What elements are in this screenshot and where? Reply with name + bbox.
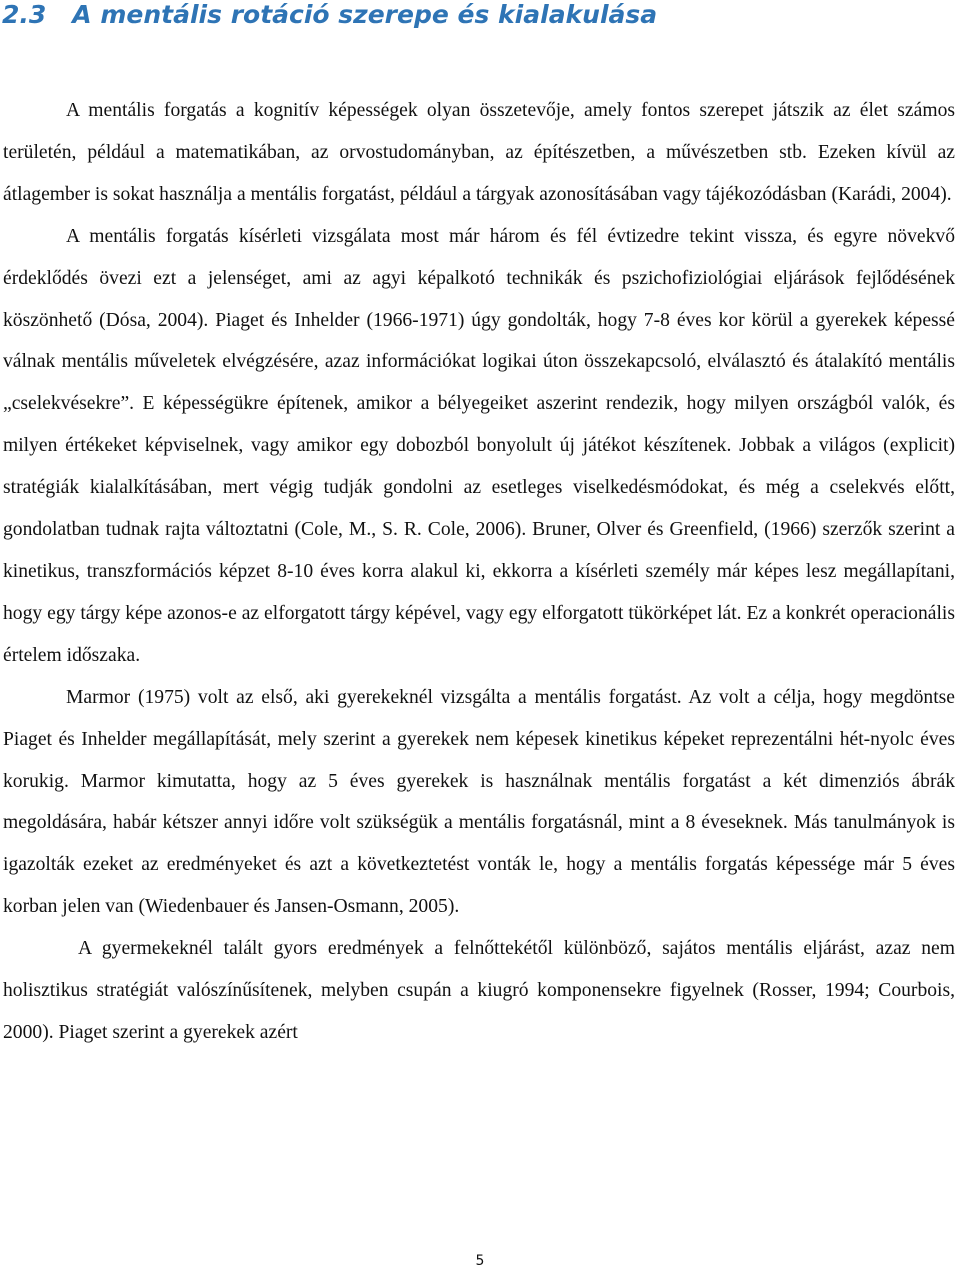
paragraph: A gyermekeknél talált gyors eredmények a felnőttekétől különböző, sajátos mentális eljárást, azaz nem holisztikus stratégiát valószínűsítenek, melyben csupán a kiugró komponensekre figyelnek (Rosser, 1994; Courbois, 2000). Piaget szerint a gyerekek azért bbox=[3, 938, 955, 1043]
paragraph: A mentális forgatás kísérleti vizsgálata most már három és fél évtizedre tekint vissza, és egyre növekvő érdeklődés övezi ezt a jelenséget, ami az agyi képalkotó technikák és pszichofiziológiai eljárások fejlődésének köszönhető (Dósa, 2004). Piaget és Inhelder (1966-1971) úgy gondolták, hogy 7-8 éves kor körül a gyerekek képessé válnak mentális műveletek elvégzésére, azaz információkat logikai úton összekapcsoló, elválasztó és átalakító mentális „cselekvésekre”. E képességükre építenek, amikor a bélyegeiket aszerint rendezik, hogy milyen országból valók, és milyen értékeket képviselnek, vagy amikor egy dobozból bonyolult új játékot készítenek. Jobbak a világos (explicit) stratégiák kialalkításában, mert végig tudják gondolni az esetleges viselkedésmódokat, és még a cselekvés előtt, gondolatban tudnak rajta változtatni (Cole, M., S. R. Cole, 2006). Bruner, Olver és Greenfield, (1966) szerzők szerint a kinetikus, transzformációs képzet 8-10 éves korra alakul ki, ekkorra a kísérleti személy már képes lesz megállapítani, hogy egy tárgy képe azonos-e az elforgatott tárgy képével, vagy egy elforgatott tükörképet lát. Ez a konkrét operacionális értelem időszaka. bbox=[3, 225, 955, 666]
body-text bbox=[3, 90, 955, 1054]
page-number: 5 bbox=[475, 1253, 485, 1269]
paragraph: A mentális forgatás a kognitív képességek olyan összetevője, amely fontos szerepet játszik az élet számos területén, például a matematikában, az orvostudományban, az építészetben, a művészetben stb. Ezeken kívül az átlagember is sokat használja a mentális forgatást, például a tárgyak azonosításában vagy tájékozódásban (Karádi, 2004). bbox=[3, 100, 955, 205]
paragraph: Marmor (1975) volt az első, aki gyerekeknél vizsgálta a mentális forgatást. Az volt a célja, hogy megdöntse Piaget és Inhelder megállapítását, mely szerint a gyerekek nem képesek kinetikus képeket reprezentálni hét-nyolc éves korukig. Marmor kimutatta, hogy az 5 éves gyerekek is használnak mentális forgatást a két dimenziós ábrák megoldására, habár kétszer annyi időre volt szükségük a mentális forgatásnál, mint a 8 éveseknek. Más tanulmányok is igazolták ezeket az eredményeket és azt a következtetést vonták le, hogy a mentális forgatás képessége már 5 éves korban jelen van (Wiedenbauer és Jansen-Osmann, 2005). bbox=[3, 686, 955, 918]
section-heading bbox=[2, 0, 657, 30]
section-number: 2.3 bbox=[2, 0, 47, 29]
section-title: A mentális rotáció szerepe és kialakulása bbox=[72, 0, 658, 29]
